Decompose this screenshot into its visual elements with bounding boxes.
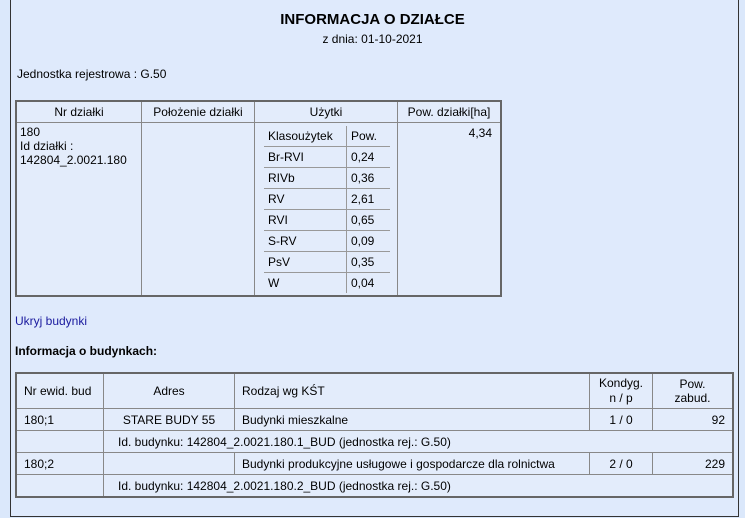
col-header-pow-zabud: Pow. zabud. (653, 373, 734, 409)
col-header-rodzaj: Rodzaj wg KŚT (235, 373, 590, 409)
col-header-adres: Adres (104, 373, 235, 409)
parcel-id-label: Id działki : (20, 139, 74, 153)
land-use-area: 0,09 (347, 231, 391, 252)
col-header-pow: Pow. działki[ha] (398, 101, 502, 123)
land-use-row (264, 189, 390, 210)
land-use-header-class: Klasoużytek (264, 126, 347, 147)
building-row (16, 453, 733, 475)
land-use-class: PsV (264, 252, 347, 273)
col-header-kondyg (590, 373, 653, 409)
building-id: Id. budynku: 142804_2.0021.180.1_BUD (jednostka rej.: G.50) (104, 431, 734, 453)
col-header-kondyg-l1: Kondyg. (598, 376, 644, 390)
parcel-location-cell (142, 123, 255, 297)
land-use-row (264, 252, 390, 273)
building-type: Budynki mieszkalne (235, 409, 590, 431)
land-use-row (264, 231, 390, 252)
building-floors: 1 / 0 (590, 409, 653, 431)
building-id-spacer (16, 475, 104, 498)
building-type: Budynki produkcyjne usługowe i gospodarcze dla rolnictwa (235, 453, 590, 475)
land-use-area: 0,65 (347, 210, 391, 231)
building-id-row (16, 431, 733, 453)
land-use-row (264, 168, 390, 189)
col-header-kondyg-l2: n / p (609, 391, 633, 405)
col-header-polozenie: Położenie działki (142, 101, 255, 123)
building-id-spacer (16, 431, 104, 453)
parcel-id: 142804_2.0021.180 (20, 153, 127, 167)
parcel-number: 180 (20, 125, 41, 139)
land-use-class: RVI (264, 210, 347, 231)
parcel-table (15, 100, 502, 297)
registration-unit: Jednostka rejestrowa : G.50 (17, 67, 167, 81)
building-nr: 180;1 (16, 409, 104, 431)
land-use-class: RIVb (264, 168, 347, 189)
report-date: z dnia: 01-10-2021 (322, 32, 423, 46)
building-id-row (16, 475, 733, 498)
land-use-area: 0,35 (347, 252, 391, 273)
land-use-area: 0,36 (347, 168, 391, 189)
col-header-bud-nr: Nr ewid. bud (16, 373, 104, 409)
hide-buildings-link[interactable]: Ukryj budynki (15, 314, 88, 328)
parcel-nr-cell (16, 123, 142, 297)
building-floors: 2 / 0 (590, 453, 653, 475)
building-row (16, 409, 733, 431)
buildings-heading: Informacja o budynkach: (15, 344, 158, 358)
land-use-area: 0,24 (347, 147, 391, 168)
building-area: 229 (653, 453, 734, 475)
building-nr: 180;2 (16, 453, 104, 475)
land-use-table (264, 126, 390, 293)
land-use-header-area: Pow. (347, 126, 391, 147)
land-use-row (264, 210, 390, 231)
col-header-uzytki: Użytki (255, 101, 398, 123)
land-use-class: W (264, 273, 347, 294)
building-id: Id. budynku: 142804_2.0021.180.2_BUD (jednostka rej.: G.50) (104, 475, 734, 498)
land-use-area: 2,61 (347, 189, 391, 210)
land-use-class: RV (264, 189, 347, 210)
land-use-class: Br-RVI (264, 147, 347, 168)
parcel-area: 4,34 (398, 123, 502, 297)
land-use-row (264, 147, 390, 168)
building-area: 92 (653, 409, 734, 431)
land-use-class: S-RV (264, 231, 347, 252)
buildings-table (15, 372, 734, 498)
page-title: INFORMACJA O DZIAŁCE (280, 11, 465, 28)
land-use-row (264, 273, 390, 294)
land-use-cell (255, 123, 398, 297)
building-address: STARE BUDY 55 (104, 409, 235, 431)
building-address (104, 453, 235, 475)
col-header-nr: Nr działki (16, 101, 142, 123)
land-use-area: 0,04 (351, 276, 375, 290)
